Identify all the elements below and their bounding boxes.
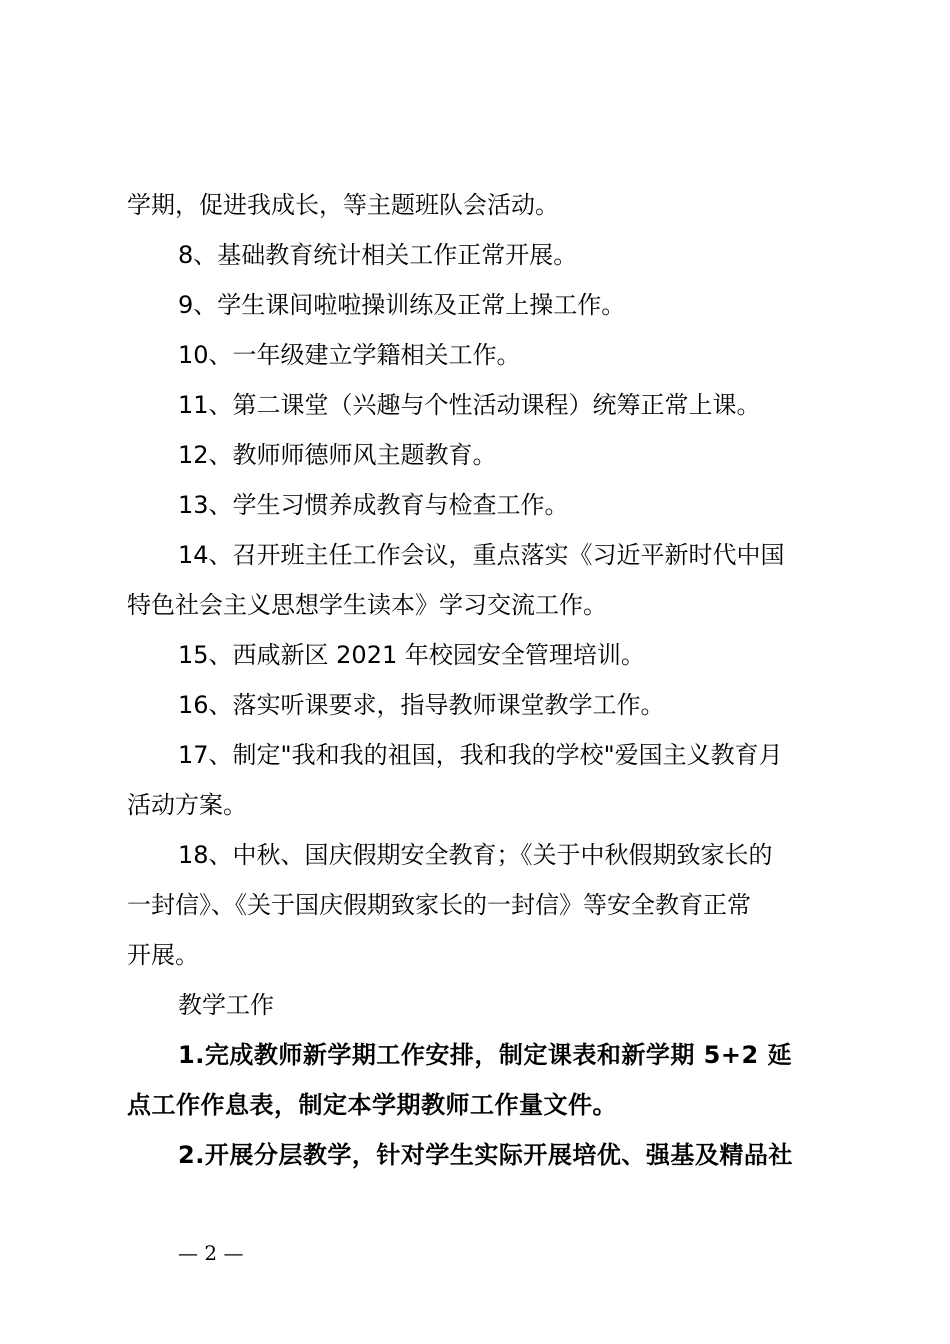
- page-number: — 2 —: [178, 1241, 244, 1265]
- list-item: 18、中秋、国庆假期安全教育；《关于中秋假期致家长的: [178, 841, 773, 869]
- document-body: [127, 180, 834, 1180]
- list-item: 10、一年级建立学籍相关工作。: [178, 341, 521, 369]
- list-item: 12、教师师德师风主题教育。: [178, 441, 497, 469]
- list-item: 9、学生课间啦啦操训练及正常上操工作。: [178, 291, 626, 319]
- text-line: 一封信》、《关于国庆假期致家长的一封信》等安全教育正常: [127, 891, 751, 919]
- list-item: 15、西咸新区 2021 年校园安全管理培训。: [178, 641, 645, 669]
- list-item: 8、基础教育统计相关工作正常开展。: [178, 241, 578, 269]
- text-line: 特色社会主义思想学生读本》学习交流工作。: [127, 591, 607, 619]
- list-item: 13、学生习惯养成教育与检查工作。: [178, 491, 569, 519]
- list-item: 17、制定"我和我的祖国，我和我的学校"爱国主义教育月: [178, 741, 783, 769]
- text-line: 开展。: [127, 941, 199, 969]
- bold-list-item: 2.开展分层教学，针对学生实际开展培优、强基及精品社: [178, 1141, 793, 1169]
- list-item: 16、落实听课要求，指导教师课堂教学工作。: [178, 691, 665, 719]
- list-item: 14、召开班主任工作会议，重点落实《习近平新时代中国: [178, 541, 785, 569]
- bold-list-item: 1.完成教师新学期工作安排，制定课表和新学期 5+2 延: [178, 1041, 793, 1069]
- text-line: 活动方案。: [127, 791, 247, 819]
- list-item: 11、第二课堂（兴趣与个性活动课程）统筹正常上课。: [178, 391, 761, 419]
- section-heading: 教学工作: [178, 991, 274, 1019]
- bold-text-line: 点工作作息表，制定本学期教师工作量文件。: [127, 1091, 617, 1119]
- text-line: 学期，促进我成长，等主题班队会活动。: [127, 191, 559, 219]
